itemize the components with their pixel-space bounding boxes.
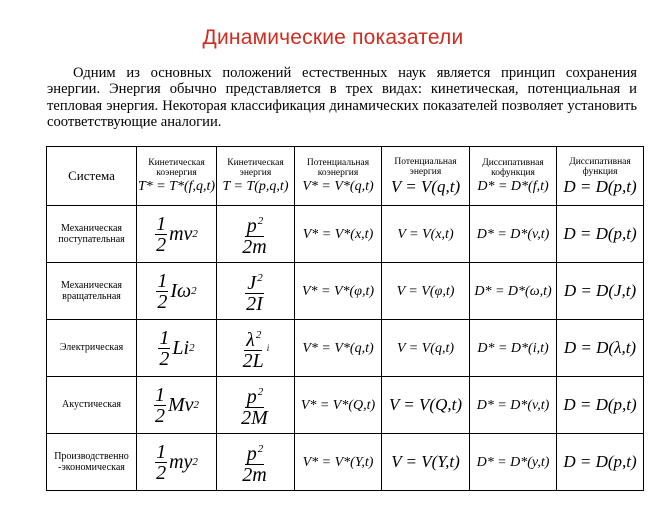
potential-energy-formula: V = V(q,t) xyxy=(396,341,454,356)
kinetic-energy-cell xyxy=(217,377,295,434)
potential-coenergy-formula: V* = V*(Q,t) xyxy=(300,398,376,413)
dissipative-function-cell xyxy=(557,434,644,491)
header-cell xyxy=(47,147,137,206)
potential-coenergy-cell xyxy=(295,206,382,263)
potential-coenergy-cell xyxy=(295,377,382,434)
table-header-row xyxy=(47,147,644,206)
fraction-numerator: 1 xyxy=(157,269,168,292)
kinetic-energy-numerator: J xyxy=(247,271,257,294)
potential-energy-cell xyxy=(382,320,470,377)
fraction-numerator: 1 xyxy=(154,383,165,406)
dissipative-cofunction-formula: D* = D*(v,t) xyxy=(476,398,550,413)
header-cell xyxy=(295,147,382,206)
kinetic-coenergy-expr: my xyxy=(169,450,193,473)
exponent: 2 xyxy=(257,386,264,399)
intro-paragraph: Одним из основных положений естественных наук является принцип сохранения энергии. Энергия обычно представляется в трех видах: кинетическая, потенциальная и тепловая энергия. Некоторая классификация динамических показателей позволяет установить соответствующие аналогии. xyxy=(47,65,637,131)
kinetic-energy-numerator: p xyxy=(246,442,257,465)
kinetic-coenergy-cell xyxy=(137,320,217,377)
exponent: 2 xyxy=(193,399,200,411)
kinetic-energy-denominator: 2m xyxy=(242,235,267,258)
dissipative-function-formula: D = D(p,t) xyxy=(563,395,637,414)
table-row xyxy=(47,377,644,434)
table-row xyxy=(47,263,644,320)
exponent: 2 xyxy=(192,228,198,240)
kinetic-coenergy-expr: mv xyxy=(169,222,193,245)
dissipative-function-formula: D = D(p,t) xyxy=(563,224,637,243)
fraction-numerator: 1 xyxy=(156,440,167,463)
kinetic-energy-denominator: 2L xyxy=(242,349,264,372)
fraction-denominator: 2 xyxy=(156,233,167,256)
header-label: Система xyxy=(68,168,115,183)
header-formula: D = D(p,t) xyxy=(563,176,637,196)
exponent: 2 xyxy=(257,215,264,228)
kinetic-energy-numerator: p xyxy=(246,214,257,237)
header-label: Потенциальная энергия xyxy=(394,156,457,177)
system-name: Электрическая xyxy=(59,342,124,354)
header-cell xyxy=(557,147,644,206)
table-row xyxy=(47,206,644,263)
potential-energy-formula: V = V(φ,t) xyxy=(396,284,455,299)
exponent: 2 xyxy=(257,272,263,285)
header-formula: T = T(p,q,t) xyxy=(222,178,289,194)
dissipative-cofunction-cell xyxy=(470,434,557,491)
dissipative-function-cell xyxy=(557,377,644,434)
fraction-denominator: 2 xyxy=(154,404,165,427)
table-row xyxy=(47,434,644,491)
dissipative-cofunction-formula: D* = D*(y,t) xyxy=(476,455,550,470)
kinetic-energy-cell xyxy=(217,263,295,320)
fraction-denominator: 2 xyxy=(159,347,170,370)
fraction-numerator: 1 xyxy=(156,212,167,235)
header-formula: D* = D*(f,t) xyxy=(477,178,549,194)
potential-coenergy-formula: V* = V*(x,t) xyxy=(302,227,374,242)
dissipative-cofunction-cell xyxy=(470,206,557,263)
fraction-denominator: 2 xyxy=(157,290,168,313)
system-name: Механическая вращательная xyxy=(61,279,122,302)
fraction-denominator: 2 xyxy=(156,461,167,484)
kinetic-energy-cell xyxy=(217,320,295,377)
potential-coenergy-cell xyxy=(295,263,382,320)
potential-coenergy-formula: V* = V*(q,t) xyxy=(302,341,374,356)
potential-coenergy-cell xyxy=(295,434,382,491)
header-label: Диссипативная кофункция xyxy=(482,157,544,178)
header-cell xyxy=(137,147,217,206)
dissipative-cofunction-cell xyxy=(470,263,557,320)
kinetic-coenergy-cell xyxy=(137,377,217,434)
potential-energy-formula: V = V(Y,t) xyxy=(391,452,460,471)
header-cell xyxy=(470,147,557,206)
table-row xyxy=(47,320,644,377)
dissipative-function-cell xyxy=(557,320,644,377)
potential-coenergy-formula: V* = V*(Y,t) xyxy=(302,455,374,470)
potential-energy-cell xyxy=(382,377,470,434)
header-formula: V = V(q,t) xyxy=(390,176,461,196)
potential-energy-cell xyxy=(382,434,470,491)
header-label: Кинетическая коэнергия xyxy=(148,157,205,178)
potential-energy-formula: V = V(Q,t) xyxy=(388,395,462,414)
exponent: 2 xyxy=(257,443,264,456)
potential-energy-formula: V = V(x,t) xyxy=(397,227,454,242)
dissipative-cofunction-cell xyxy=(470,377,557,434)
kinetic-coenergy-cell xyxy=(137,206,217,263)
header-label: Потенциальная коэнергия xyxy=(306,157,370,178)
kinetic-energy-denominator: 2M xyxy=(241,406,268,429)
kinetic-energy-cell xyxy=(217,206,295,263)
potential-energy-cell xyxy=(382,263,470,320)
dissipative-function-cell xyxy=(557,206,644,263)
potential-energy-cell xyxy=(382,206,470,263)
exponent: 2 xyxy=(191,285,197,297)
exponent: 2 xyxy=(192,456,198,468)
trailing-index: i xyxy=(266,343,270,353)
kinetic-energy-cell xyxy=(217,434,295,491)
header-label: Диссипативная функция xyxy=(569,156,631,177)
dissipative-cofunction-formula: D* = D*(i,t) xyxy=(477,341,549,356)
system-name: Производственно -экономическая xyxy=(54,450,129,473)
exponent: 2 xyxy=(255,329,262,342)
system-cell xyxy=(47,377,137,434)
dissipative-function-formula: D = D(λ,t) xyxy=(563,338,637,357)
potential-coenergy-cell xyxy=(295,320,382,377)
header-label: Кинетическая энергия xyxy=(227,157,284,178)
kinetic-coenergy-expr: Li xyxy=(172,336,190,359)
header-formula: T* = T*(f,q,t) xyxy=(137,178,216,194)
header-cell xyxy=(217,147,295,206)
potential-coenergy-formula: V* = V*(φ,t) xyxy=(301,284,374,299)
header-cell xyxy=(382,147,470,206)
dissipative-cofunction-formula: D* = D*(ω,t) xyxy=(474,284,552,299)
dissipative-cofunction-cell xyxy=(470,320,557,377)
kinetic-energy-numerator: p xyxy=(246,385,257,408)
fraction-numerator: 1 xyxy=(159,326,170,349)
kinetic-energy-numerator: λ xyxy=(246,328,255,351)
dissipative-function-formula: D = D(p,t) xyxy=(563,452,637,471)
kinetic-coenergy-expr: Iω xyxy=(170,279,192,302)
dissipative-function-formula: D = D(J,t) xyxy=(563,281,637,300)
dissipative-cofunction-formula: D* = D*(v,t) xyxy=(476,227,550,242)
dynamic-indicators-table xyxy=(46,146,644,491)
system-cell xyxy=(47,263,137,320)
system-cell xyxy=(47,434,137,491)
system-name: Механическая поступательная xyxy=(58,222,125,245)
page-title: Динамические показатели xyxy=(202,26,464,49)
system-name: Акустическая xyxy=(62,399,121,411)
exponent: 2 xyxy=(189,342,195,354)
kinetic-energy-denominator: 2I xyxy=(246,292,263,315)
system-cell xyxy=(47,206,137,263)
header-formula: V* = V*(q,t) xyxy=(302,178,374,194)
dissipative-function-cell xyxy=(557,263,644,320)
system-cell xyxy=(47,320,137,377)
kinetic-coenergy-expr: Mv xyxy=(167,393,194,416)
kinetic-coenergy-cell xyxy=(137,434,217,491)
kinetic-energy-denominator: 2m xyxy=(242,463,267,486)
kinetic-coenergy-cell xyxy=(137,263,217,320)
